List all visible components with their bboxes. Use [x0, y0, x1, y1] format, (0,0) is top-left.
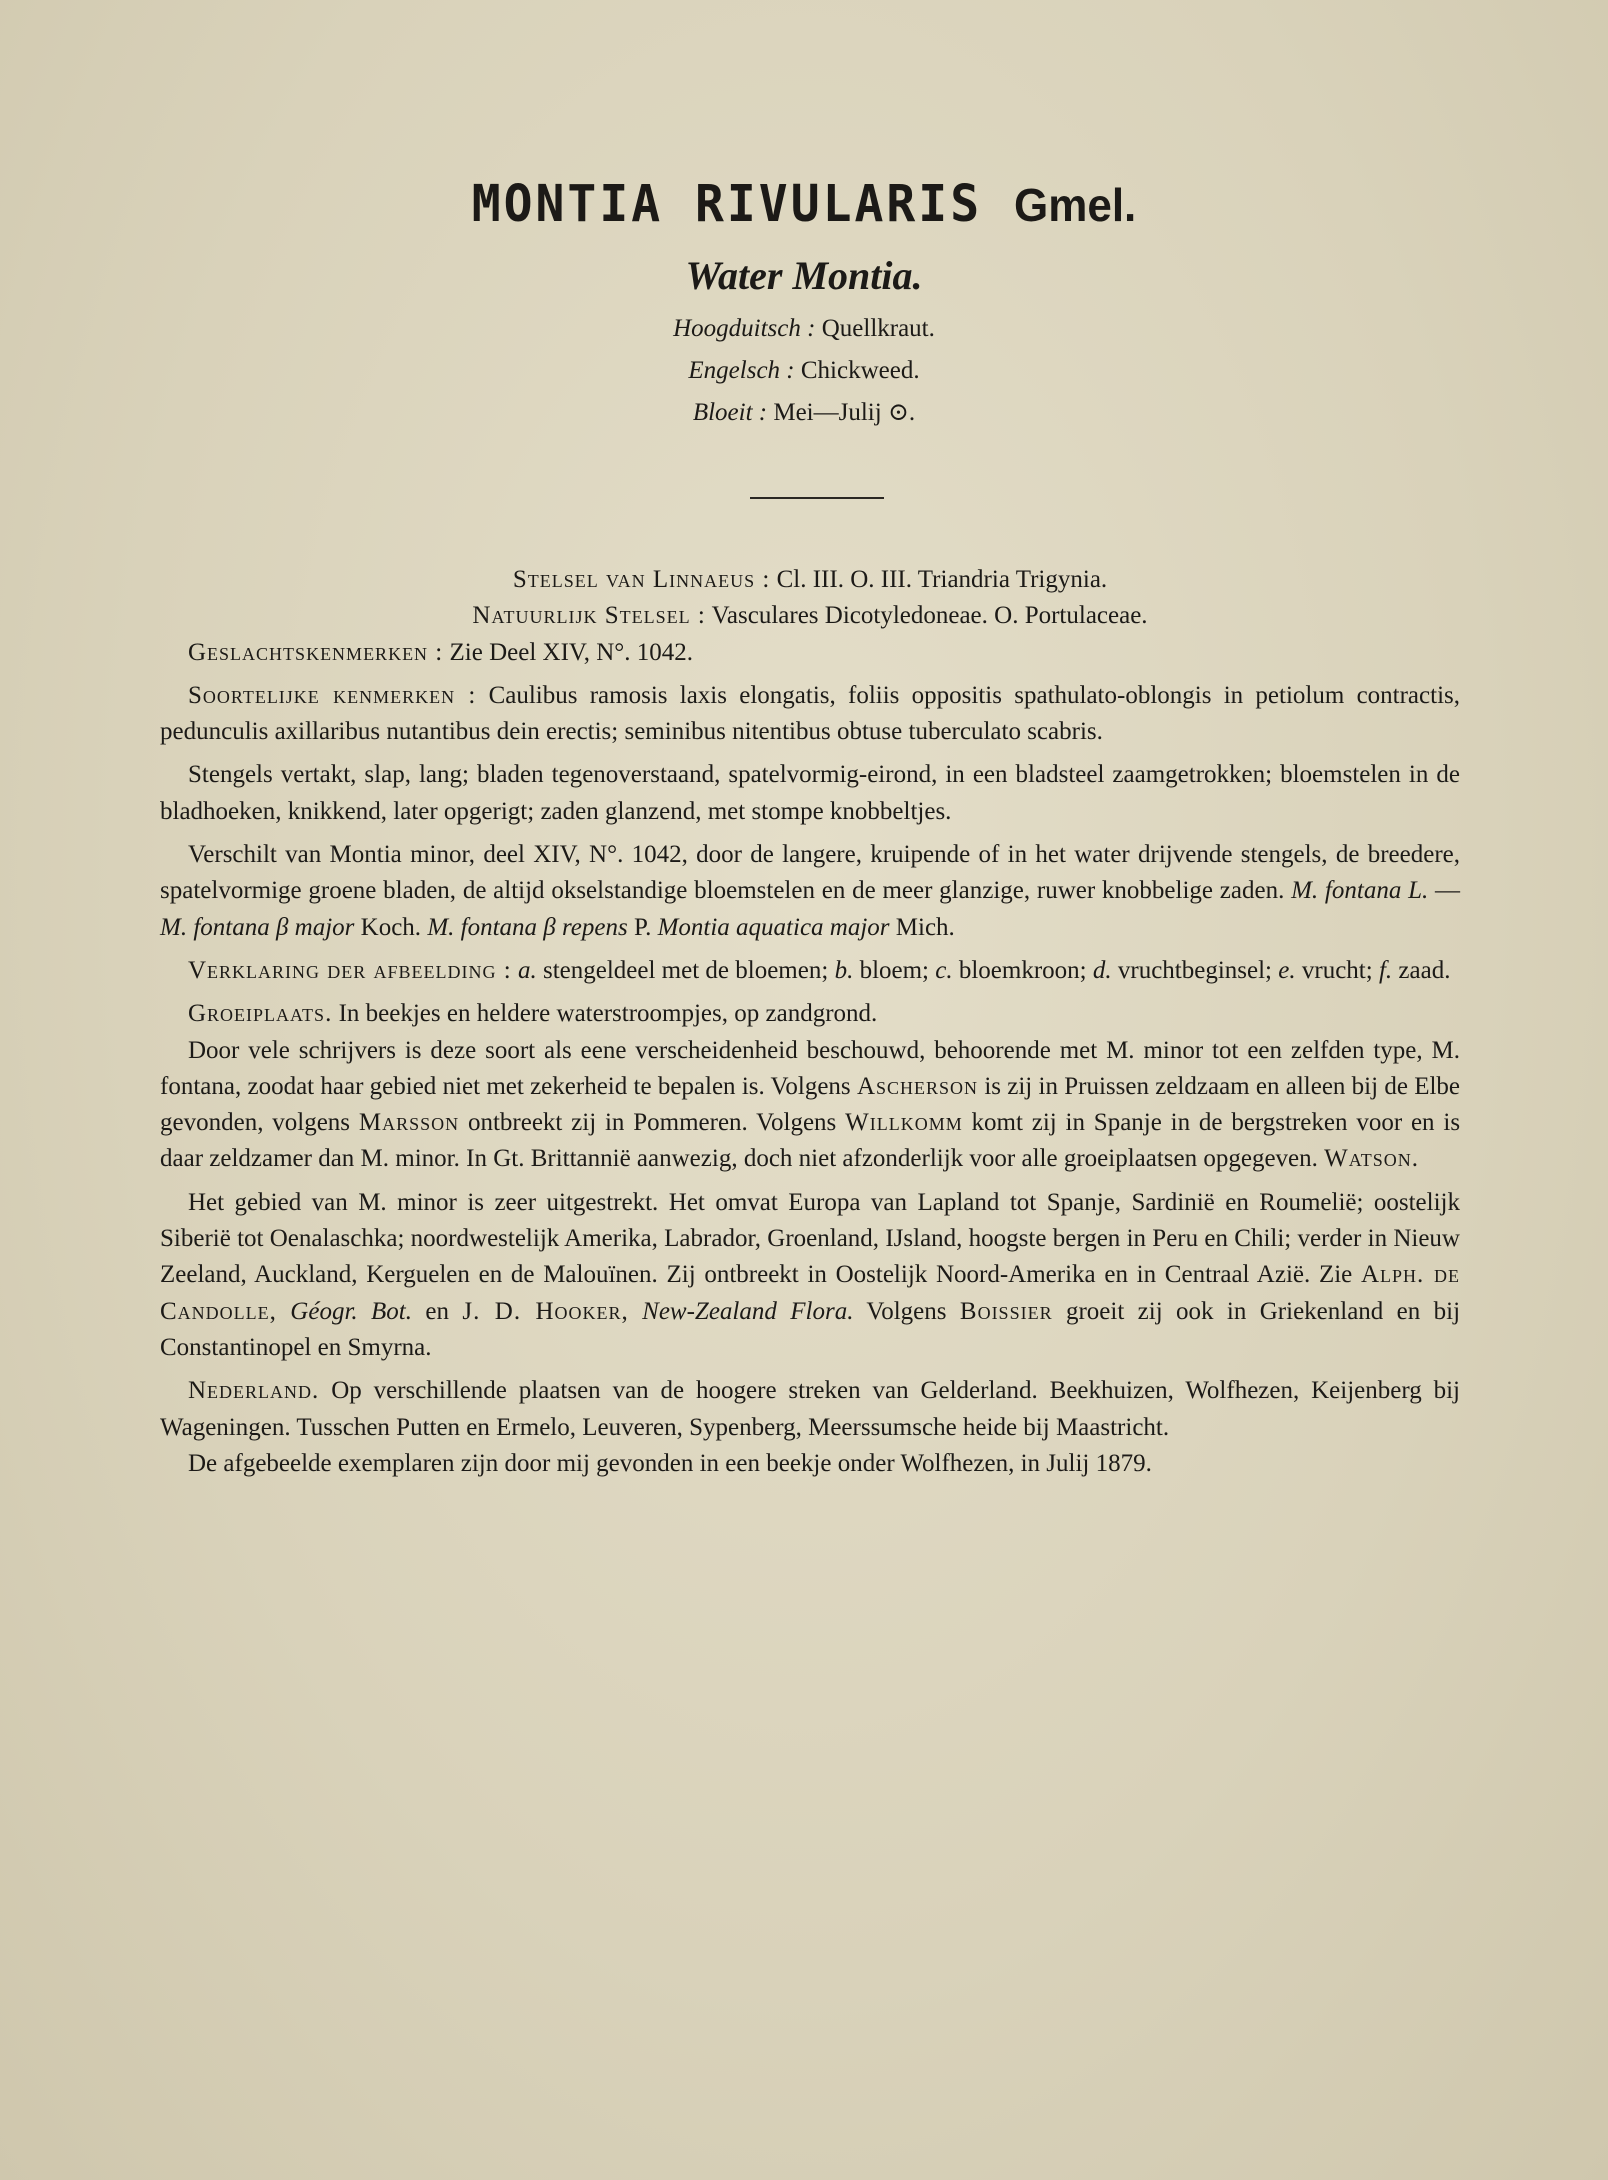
- verschilt-text: Verschilt van Montia minor, deel XIV, N°. 1042, door de langere, kruipende of in het water drijvende stengels, de breedere, spatelvormige groene bladen, de altijd okselstandige bloemstelen en de meer glanzige, ruwer knobbelige zaden.: [160, 841, 1460, 905]
- range-text-1: Het gebied van M. minor is zeer uitgestrekt. Het omvat Europa van Lapland tot Spanje, Sardinië en Roumelië; oostelijk Siberië tot Oenalaschka; noordwestelijk Amerika, Labrador, Groenland, IJsland, hoogste bergen in Peru en Chili; verder in Nieuw Zeeland, Auckland, Kerguelen en de Malouïnen. Zij ontbreekt in Oostelijk Noord-Amerika en in Centraal Azië. Zie: [160, 1188, 1460, 1289]
- synonym-1: M. fontana L.: [1291, 877, 1429, 905]
- divider-rule: [750, 497, 884, 499]
- dist-text-3: ontbreekt zij in Pommeren. Volgens: [467, 1109, 837, 1137]
- figure-letter: a.: [517, 956, 537, 984]
- range-en: en: [425, 1297, 450, 1325]
- synonym-3: M. fontana β repens: [427, 913, 628, 941]
- name-value: Chickweed.: [800, 357, 920, 384]
- range-volgens: Volgens: [866, 1297, 947, 1325]
- label-soort: Soortelijke kenmerken :: [188, 681, 477, 709]
- label-geslacht: Geslachtskenmerken :: [188, 638, 444, 666]
- work-nz-flora: New-Zealand Flora.: [642, 1297, 854, 1325]
- name-line-flowering: [0, 392, 1608, 434]
- figure-letter: c.: [935, 956, 953, 984]
- dist-text-4: komt zij in Spanje in de bergstreken voor en is daar zeldzamer dan M. minor. In Gt. Brittannië aanwezig, doch niet afzonderlijk voor alle groeiplaatsen opgegeven.: [160, 1109, 1461, 1173]
- author-hooker: J. D. Hooker,: [462, 1297, 629, 1325]
- paragraph-groeiplaats: [160, 996, 1460, 1032]
- paragraph-geslacht: [160, 635, 1460, 671]
- value-groeiplaats: In beekjes en heldere waterstroompjes, op zandgrond.: [338, 1000, 878, 1028]
- value-natuurlijk: Vasculares Dicotyledoneae. O. Portulaceae.: [711, 602, 1148, 630]
- figure-text: bloem;: [859, 956, 929, 984]
- paragraph-natuurlijk: [160, 598, 1460, 634]
- label-natuurlijk: Natuurlijk Stelsel :: [472, 602, 706, 630]
- label-linnaeus: Stelsel van Linnaeus :: [512, 566, 771, 593]
- figure-text: bloemkroon;: [958, 956, 1087, 984]
- author-marsson: Marsson: [358, 1109, 460, 1137]
- name-line-english: [0, 350, 1608, 392]
- vernacular-names: [0, 308, 1608, 434]
- author-willkomm: Willkomm: [845, 1109, 963, 1137]
- value-geslacht: Zie Deel XIV, N°. 1042.: [449, 638, 694, 666]
- title-species: MONTIA RIVULARIS: [471, 174, 983, 234]
- name-value: Mei—Julij ⊙.: [773, 399, 916, 426]
- label-nederland: Nederland.: [188, 1377, 320, 1405]
- name-label: Engelsch :: [688, 357, 795, 384]
- figure-letter: f.: [1378, 956, 1393, 984]
- page-title: [0, 175, 1608, 234]
- name-line-german: [0, 308, 1608, 350]
- synonym-dash: —: [1435, 877, 1461, 905]
- figure-letter: e.: [1278, 956, 1296, 984]
- paragraph-verschilt: [160, 837, 1460, 946]
- dist-text-2: is zij in Pruissen zeldzaam en alleen bij de Elbe gevonden, volgens: [160, 1072, 1461, 1137]
- value-nederland: Op verschillende plaatsen van de hoogere streken van Gelderland. Beekhuizen, Wolfhezen, Keijenberg bij Wageningen. Tusschen Putten en Ermelo, Leuveren, Sypenberg, Meerssumsche heide bij Maastricht.: [160, 1377, 1461, 1441]
- value-soort: Caulibus ramosis laxis elongatis, foliis oppositis spathulato-oblongis in petiolum contractis, pedunculis axillaribus nutantibus dein erectis; seminibus nitentibus obtuse tuberculato scabris.: [160, 681, 1460, 746]
- label-groeiplaats: Groeiplaats.: [188, 1000, 333, 1028]
- range-text-2: groeit zij ook in Griekenland en bij Constantinopel en Smyrna.: [160, 1297, 1461, 1361]
- synonym-2: M. fontana β major: [160, 913, 355, 941]
- author-boissier: Boissier: [959, 1297, 1053, 1325]
- title-author: Gmel.: [1014, 179, 1137, 232]
- synonym-mich: Mich.: [895, 913, 955, 941]
- synonym-4: Montia aquatica major: [657, 913, 890, 941]
- author-candolle: Alph. de Candolle,: [160, 1261, 1461, 1325]
- paragraph-verklaring: [160, 953, 1460, 989]
- work-geogr: Géogr. Bot.: [290, 1297, 413, 1325]
- figure-text: stengeldeel met de bloemen;: [542, 956, 829, 984]
- common-name: Water Montia.: [685, 253, 923, 298]
- figure-letter: d.: [1092, 956, 1112, 984]
- label-verklaring: Verklaring der afbeelding :: [188, 956, 512, 984]
- figure-text: zaad.: [1398, 956, 1451, 984]
- paragraph-soort: [160, 678, 1460, 751]
- paragraph-afgebeeld: De afgebeelde exemplaren zijn door mij gevonden in een beekje onder Wolfhezen, in Julij 1879.: [188, 1449, 1152, 1477]
- dist-text-1: Door vele schrijvers is deze soort als eene verscheidenheid beschouwd, behoorende met M. minor tot een zelfden type, M. fontana, zoodat haar gebied niet met zekerheid te bepalen is. Volgens: [160, 1036, 1460, 1100]
- author-watson: Watson.: [1324, 1145, 1420, 1173]
- value-linnaeus: Cl. III. O. III. Triandria Trigynia.: [776, 566, 1108, 593]
- paragraph-range: [160, 1185, 1460, 1366]
- name-value: Quellkraut.: [821, 315, 935, 342]
- paragraph-stengels: Stengels vertakt, slap, lang; bladen tegenoverstaand, spatelvormig-eirond, in een bladsteel zaamgetrokken; bloemstelen in de bladhoeken, knikkend, later opgerigt; zaden glanzend, met stompe knobbeltjes.: [160, 761, 1460, 825]
- name-label: Bloeit :: [692, 399, 768, 426]
- description-body: [160, 562, 1460, 1482]
- figure-text: vruchtbeginsel;: [1117, 956, 1273, 984]
- paragraph-nederland: [160, 1373, 1460, 1446]
- paragraph-linnaeus: [160, 562, 1460, 598]
- synonym-koch: Koch.: [360, 913, 422, 941]
- figure-text: vrucht;: [1301, 956, 1373, 984]
- author-ascherson: Ascherson: [856, 1072, 979, 1100]
- figure-letter: b.: [834, 956, 854, 984]
- paragraph-distribution: [160, 1033, 1460, 1178]
- name-label: Hoogduitsch :: [673, 315, 816, 342]
- synonym-p: P.: [633, 913, 652, 941]
